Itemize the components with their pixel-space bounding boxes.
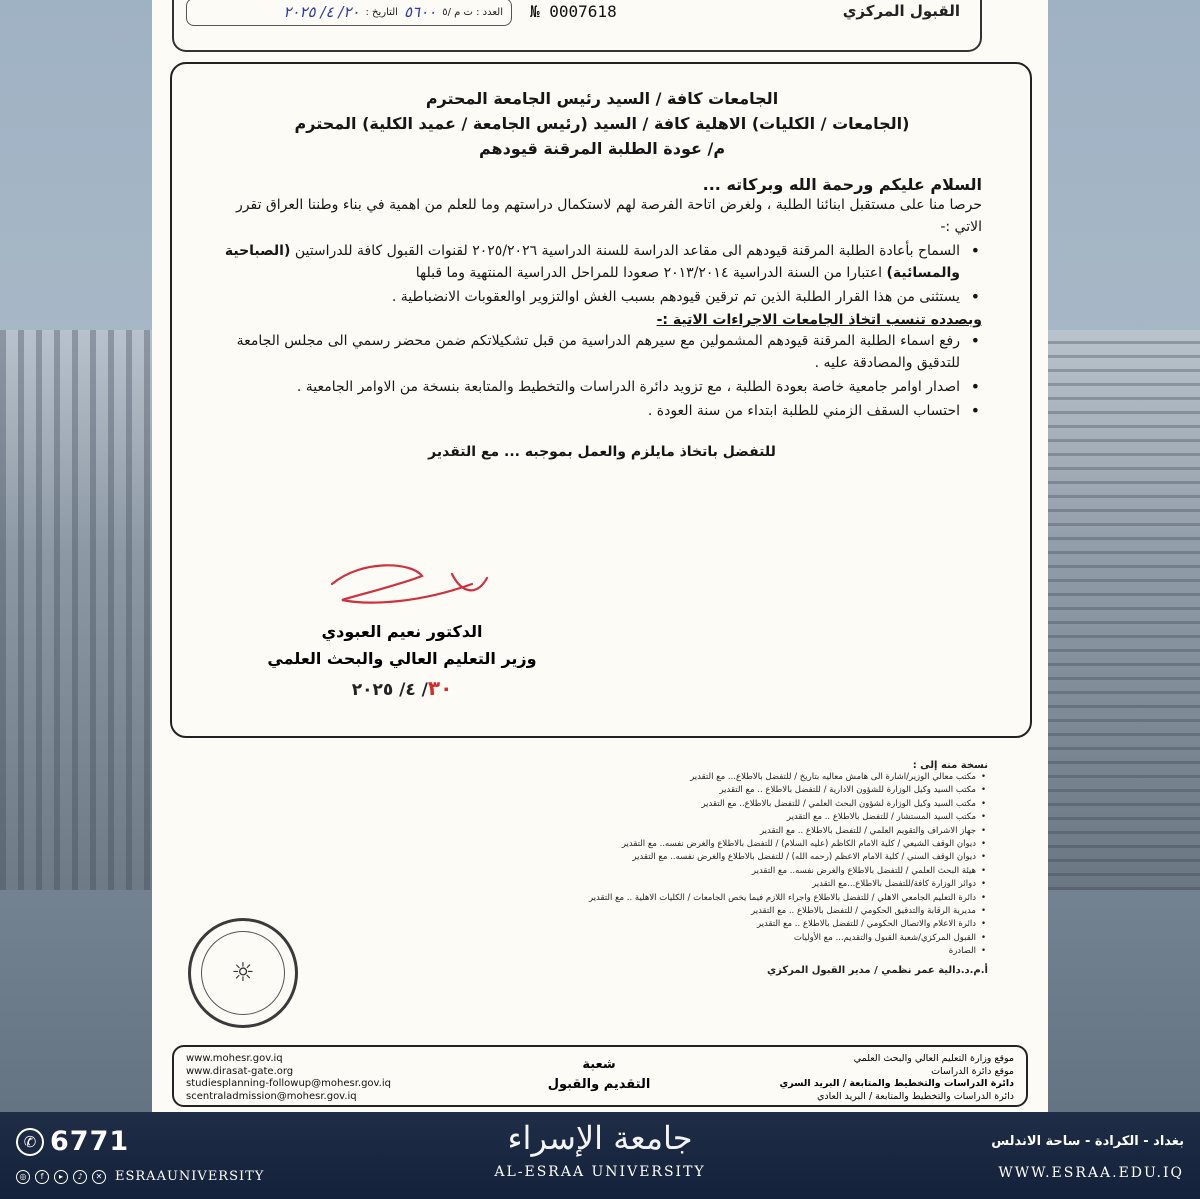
facebook-icon[interactable]: f: [35, 1170, 49, 1184]
date-label: التاريخ :: [365, 6, 398, 18]
calligraphy-logo: جامعة الإسراء: [507, 1119, 693, 1157]
footer-section: شعبة التقديم والقبول: [547, 1057, 651, 1092]
youtube-icon[interactable]: ▸: [54, 1170, 68, 1184]
copies-list: [428, 771, 988, 959]
ref-number: ٥٦٠٠: [403, 3, 437, 21]
decision-item: • السماح بأعادة الطلبة المرقنة قيودهم الى مقاعد الدراسة للسنة الدراسية ٢٠٢٥/٢٠٢٦ لقنوات القبول كافة للدراستين (الصباحية والمسائية) اعتبارا من السنة الدراسية ٢٠١٣/٢٠١٤ صعودا للمراحل الدراسية المنتهية وما قبلها: [222, 240, 982, 284]
issuing-office: القبول المركزي: [842, 2, 960, 20]
signatory-name: الدكتور نعيم العبودي: [321, 622, 483, 641]
copy-item: • مكتب السيد المستشار / للتفضل بالاطلاع .. مع التقدير: [428, 811, 988, 824]
closing-line: للتفضل باتخاذ مايلزم والعمل بموجبه ... مع التقدير: [428, 444, 776, 460]
ref-date: ٢٠/ ٤/ ٢٠٢٥: [283, 3, 360, 21]
serial-number: № 0007618: [530, 2, 617, 21]
footer-address-block: [991, 1134, 1184, 1181]
copies-to: [428, 760, 988, 976]
social-handle: ESRAAUNIVERSITY: [115, 1169, 265, 1184]
letter-header: [172, 0, 982, 52]
copy-item: • دائرة الاعلام والاتصال الحكومي / للتفضل بالاطلاع .. مع التقدير: [428, 918, 988, 931]
social-links: [16, 1169, 264, 1184]
contact-line: www.mohesr.gov.iq: [186, 1053, 283, 1064]
copy-item: • هيئة البحث العلمي / للتفضل بالاطلاع والغرض نفسه.. مع التقدير: [428, 865, 988, 878]
copy-item: • الصادرة: [428, 945, 988, 958]
footer-labels: موقع وزارة التعليم العالي والبحث العلمي موقع دائرة الدراسات دائرة الدراسات والتخطيط والمتابعة / البريد السري دائرة الدراسات والتخطيط والمتابعة / البريد العادي: [779, 1053, 1014, 1102]
handwritten-signature: [302, 554, 502, 614]
letter-body: [222, 86, 982, 460]
background-city-left: [0, 330, 152, 890]
official-letter: [152, 0, 1048, 1112]
university-name: AL-ESRAA UNIVERSITY: [494, 1164, 706, 1180]
contact-line: studiesplanning-followup@mohesr.gov.iq: [186, 1078, 391, 1089]
procedure-item: • اصدار اوامر جامعية خاصة بعودة الطلبة ، مع تزويد دائرة الدراسات والتخطيط والمتابعة بنسخة من الاوامر الجامعية .: [222, 376, 982, 398]
procedures-heading: وبصدده تنسب اتخاذ الجامعات الاجراءات الاتية :-: [656, 312, 982, 328]
copy-item: • ديوان الوقف الشيعي / كلية الامام الكاظم (عليه السلام) / للتفضل بالاطلاع والغرض نفسه.. مع التقدير: [428, 838, 988, 851]
hotline-number: 6771: [50, 1126, 130, 1157]
background-city-right: [1032, 330, 1200, 890]
procedure-item: • احتساب السقف الزمني للطلبة ابتداء من سنة العودة .: [222, 400, 982, 422]
signatory-title: وزير التعليم العالي والبحث العلمي: [267, 649, 537, 668]
copy-item: • دوائر الوزارة كافة/للتفضل بالاطلاع...مع التقدير: [428, 878, 988, 891]
decision-item: • يستثنى من هذا القرار الطلبة الذين تم ترقين قيودهم بسبب الغش اوالتزوير اوالعقوبات الانضباطية .: [222, 286, 982, 308]
university-logo: [470, 1116, 730, 1180]
copy-item: • مكتب السيد وكيل الوزارة لشؤون البحث العلمي / للتفضل بالاطلاع.. مع التقدير: [428, 798, 988, 811]
copy-item: • مكتب السيد وكيل الوزارة للشؤون الادارية / للتفضل بالاطلاع .. مع التقدير: [428, 784, 988, 797]
copy-item: • مكتب معالي الوزير/اشارة الى هامش معاليه بتاريخ / للتفضل بالاطلاع... مع التقدير: [428, 771, 988, 784]
letter-footer: [172, 1045, 1028, 1107]
greeting: السلام عليكم ورحمة الله وبركاته ...: [702, 175, 982, 194]
copies-title: نسخة منه إلى :: [912, 760, 988, 771]
university-address: بغداد - الكرادة - ساحة الاندلس: [991, 1134, 1184, 1149]
intro-paragraph: حرصا منا على مستقبل ابنائنا الطلبة ، ولغرض اتاحة الفرصة لهم لاستكمال دراستهم وما للعلم من اهمية في بناء وطننا العراق تقرر الاتي :-: [236, 197, 982, 235]
contact-line: scentraladmission@mohesr.gov.iq: [186, 1090, 357, 1102]
university-website[interactable]: WWW.ESRAA.EDU.IQ: [998, 1165, 1184, 1181]
tiktok-icon[interactable]: ♪: [73, 1170, 87, 1184]
reference-box: [186, 0, 512, 26]
ref-label: العدد : ت م /٥: [442, 6, 503, 18]
letter-body-frame: [170, 62, 1032, 738]
subject: م/ عودة الطلبة المرقنة قيودهم: [478, 139, 726, 158]
instagram-icon[interactable]: ◎: [16, 1170, 30, 1184]
procedure-item: • رفع اسماء الطلبة المرقنة قيودهم المشمولين مع سيرهم الدراسية من قبل تشكيلاتكم ضمن محضر رسمي الى مجلس الجامعة للتدقيق والمصادقة عليه .: [222, 330, 982, 374]
signature-block: [212, 554, 592, 700]
cc-signatory: أ.م.د.دالية عمر نظمي / مدير القبول المركزي: [766, 964, 988, 976]
procedures-list: [222, 330, 982, 422]
footer-contacts: [186, 1053, 391, 1103]
addressee-2: (الجامعات / الكليات) الاهلية كافة / السيد (رئيس الجامعة / عميد الكلية) المحترم: [294, 114, 910, 133]
addressee-1: الجامعات كافة / السيد رئيس الجامعة المحترم: [425, 89, 779, 108]
copy-item: • مديرية الرقابة والتدقيق الحكومي / للتفضل بالاطلاع .. مع التقدير: [428, 905, 988, 918]
copy-item: • جهاز الاشراف والتقويم العلمي / للتفضل بالاطلاع .. مع التقدير: [428, 825, 988, 838]
x-icon[interactable]: ✕: [92, 1170, 106, 1184]
copy-item: • دائرة التعليم الجامعي الاهلي / للتفضل بالاطلاع واجراء اللازم فيما يخص الجامعات / الكليات الاهلية .. مع التقدير: [428, 892, 988, 905]
ministry-seal: [188, 918, 298, 1028]
copy-item: • القبول المركزي/شعبة القبول والتقديم... مع الأوليات: [428, 932, 988, 945]
contact-line: www.dirasat-gate.org: [186, 1065, 294, 1077]
phone-icon: ✆: [16, 1128, 44, 1156]
footer-contact: [16, 1126, 264, 1184]
seal-emblem-icon: ☼: [231, 958, 255, 988]
decisions-list: [222, 240, 982, 308]
signature-date: ٣٠/ ٤/ ٢٠٢٥: [351, 676, 453, 700]
copy-item: • ديوان الوقف السني / كلية الامام الاعظم (رحمه الله) / للتفضل بالاطلاع والغرض نفسه.. مع التقدير: [428, 851, 988, 864]
